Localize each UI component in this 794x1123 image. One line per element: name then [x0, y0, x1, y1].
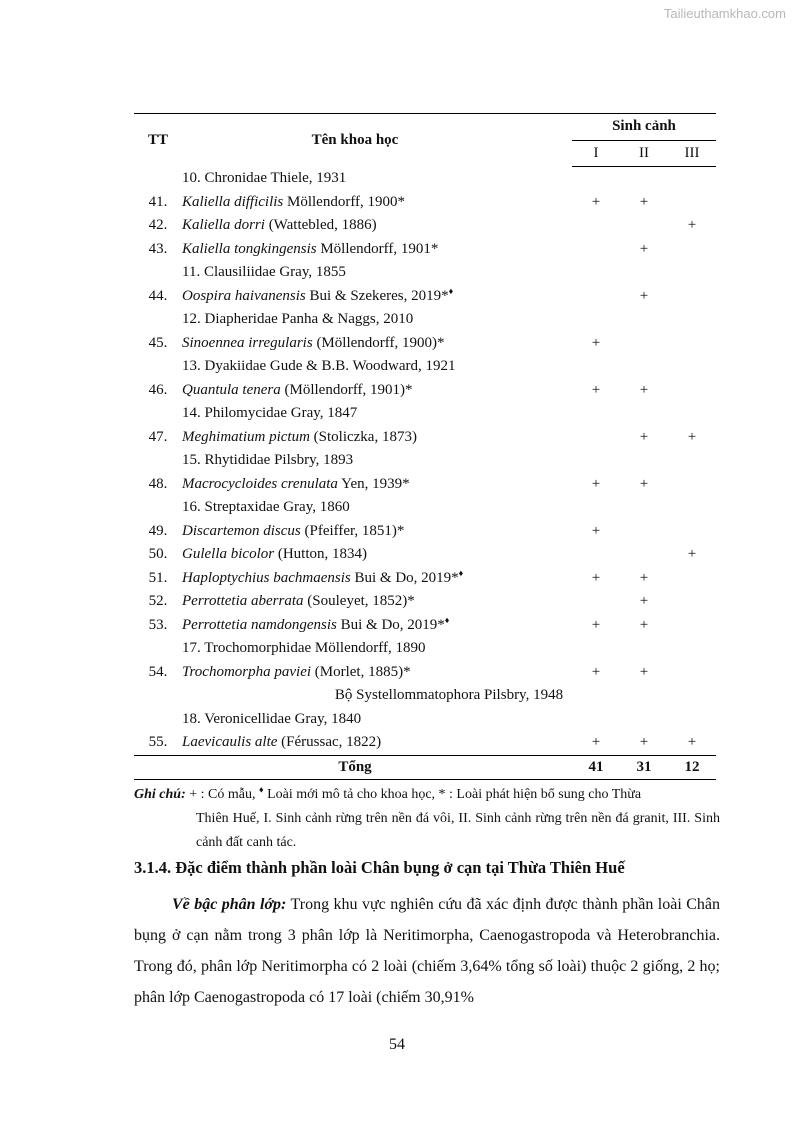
table-row: [134, 426, 716, 450]
species-binomial: Perrottetia aberrata: [182, 593, 304, 609]
species-author: Bui & Szekeres, 2019*: [305, 287, 449, 304]
diamond-icon: ♦: [258, 784, 264, 795]
row-number: 53.: [148, 616, 168, 633]
row-number: 41.: [148, 193, 168, 210]
habitat-col-3: III: [668, 141, 716, 167]
table-row: [134, 590, 716, 614]
species-binomial: Perrottetia namdongensis: [182, 616, 337, 633]
species-author: (Möllendorff, 1901)*: [280, 381, 413, 398]
table-row: [134, 731, 716, 755]
species-binomial: Discartemon discus: [182, 522, 301, 539]
species-name: [182, 379, 572, 403]
species-name: [182, 191, 572, 215]
habitat-mark-3: [668, 379, 716, 403]
note-label: Ghi chú:: [134, 787, 186, 802]
habitat-mark-2: +: [639, 240, 649, 257]
family-row: [134, 308, 716, 332]
family-row: [134, 449, 716, 473]
habitat-mark-1: [572, 590, 620, 614]
column-header-tt: TT: [134, 114, 182, 167]
species-author: (Möllendorff, 1900)*: [312, 334, 445, 351]
habitat-mark-2: +: [639, 475, 649, 492]
table-row: [134, 520, 716, 544]
species-binomial: Sinoennea irregularis: [182, 334, 313, 351]
species-name: [182, 731, 572, 755]
habitat-mark-2: [620, 543, 668, 567]
habitat-mark-1: [572, 426, 620, 450]
page-number: 54: [389, 1036, 405, 1053]
species-binomial: Gulella bicolor: [182, 546, 275, 562]
species-name: [182, 614, 572, 638]
species-author: (Morlet, 1885)*: [311, 663, 411, 680]
table-row: [134, 379, 716, 403]
row-number: 44.: [148, 287, 168, 304]
paragraph-text: Trong khu vực nghiên cứu đã xác định được thành phần loài Chân bụng ở cạn nằm trong 3 phân lớp là Neritimorpha, Caenogastropoda và Heterobranchia. Trong đó, phân lớp Neritimorpha có 2 loài (chiếm 3,64% tổng số loài) thuộc 2 giống, 2 họ; phân lớp Caenogastropoda có 17 loài (chiếm 30,91%: [134, 896, 720, 1006]
species-author: (Pfeiffer, 1851)*: [300, 522, 405, 539]
family-name: 12. Diapheridae Panha & Naggs, 2010: [182, 311, 414, 327]
habitat-mark-3: [668, 661, 716, 685]
species-table: [134, 113, 716, 780]
species-name: [182, 661, 572, 685]
species-name: [182, 567, 572, 591]
habitat-mark-3: [668, 191, 716, 215]
family-row: [134, 708, 716, 732]
family-row: [134, 167, 716, 191]
habitat-mark-2: +: [620, 731, 668, 755]
row-number: 42.: [148, 217, 168, 233]
note-text-1b: Loài mới mô tả cho khoa học, * : Loài phát hiện bổ sung cho Thừa: [263, 787, 642, 802]
habitat-mark-1: [572, 543, 620, 567]
species-author: (Wattebled, 1886): [264, 217, 377, 233]
habitat-mark-3: +: [687, 546, 697, 562]
species-binomial: Oospira haivanensis: [182, 287, 306, 304]
habitat-mark-1: +: [591, 616, 601, 633]
habitat-mark-1: +: [591, 522, 601, 539]
habitat-mark-2: +: [639, 381, 649, 398]
table-row: [134, 473, 716, 497]
table-row: [134, 567, 716, 591]
row-number: 50.: [148, 546, 168, 562]
family-name: 11. Clausiliidae Gray, 1855: [182, 264, 346, 280]
habitat-mark-2: +: [639, 287, 649, 304]
habitat-mark-1: +: [591, 334, 601, 351]
row-number: 51.: [148, 569, 168, 586]
habitat-mark-2: +: [639, 593, 649, 609]
total-value-3: 12: [668, 755, 716, 780]
habitat-mark-1: +: [591, 193, 601, 210]
section-title: 3.1.4. Đặc điểm thành phần loài Chân bụng ở cạn tại Thừa Thiên Huế: [134, 858, 625, 877]
habitat-mark-3: [668, 567, 716, 591]
habitat-mark-3: [668, 614, 716, 638]
habitat-mark-1: +: [572, 731, 620, 755]
column-header-name: Tên khoa học: [182, 114, 572, 167]
species-binomial: Macrocycloides crenulata: [182, 475, 338, 492]
row-number: 55.: [134, 731, 182, 755]
habitat-mark-3: [668, 285, 716, 309]
species-author: Bui & Do, 2019*: [336, 616, 445, 633]
species-author: Yen, 1939*: [337, 475, 410, 492]
habitat-mark-1: [572, 238, 620, 262]
row-number: 47.: [148, 428, 168, 445]
table-row: [134, 191, 716, 215]
habitat-mark-2: [620, 520, 668, 544]
row-number: 52.: [148, 593, 168, 609]
family-name: 14. Philomycidae Gray, 1847: [182, 405, 358, 421]
table-row: [134, 214, 716, 238]
row-number: 49.: [148, 522, 168, 539]
family-row: [134, 261, 716, 285]
habitat-mark-2: +: [639, 616, 649, 633]
habitat-mark-1: +: [591, 475, 601, 492]
total-row: [134, 755, 716, 780]
species-binomial: Trochomorpha paviei: [182, 663, 312, 680]
note-text-2: Thiên Huế, I. Sinh cảnh rừng trên nền đá vôi, II. Sinh cảnh rừng trên nền đá granit, III. Sinh cảnh đất canh tác.: [196, 811, 720, 850]
family-name: 17. Trochomorphidae Möllendorff, 1890: [182, 640, 426, 656]
table-row: [134, 332, 716, 356]
species-author: Bui & Do, 2019*: [350, 569, 459, 586]
species-name: [182, 520, 572, 544]
table-row: [134, 238, 716, 262]
habitat-mark-3: [668, 332, 716, 356]
row-number: 48.: [148, 475, 168, 492]
family-row: [134, 355, 716, 379]
species-binomial: Kaliella difficilis: [182, 193, 284, 210]
species-author: (Stoliczka, 1873): [309, 428, 417, 445]
habitat-mark-1: [572, 214, 620, 238]
table-body: [134, 167, 716, 756]
total-value-2: 31: [620, 755, 668, 780]
habitat-mark-1: [572, 285, 620, 309]
species-author: (Souleyet, 1852)*: [303, 593, 415, 609]
habitat-mark-3: [668, 590, 716, 614]
species-author: (Férussac, 1822): [277, 734, 382, 750]
species-binomial: Kaliella dorri: [182, 217, 265, 233]
family-name: 10. Chronidae Thiele, 1931: [182, 170, 347, 186]
watermark: Tailieuthamkhao.com: [663, 6, 786, 21]
note-text-1: + : Có mẫu,: [185, 787, 259, 802]
table-note: [134, 783, 720, 855]
species-name: [182, 214, 572, 238]
row-number: 46.: [148, 381, 168, 398]
column-header-habitat: Sinh cảnh: [572, 114, 716, 141]
family-name: 18. Veronicellidae Gray, 1840: [182, 710, 362, 727]
family-row: [134, 496, 716, 520]
species-binomial: Quantula tenera: [182, 381, 281, 398]
habitat-col-1: I: [572, 141, 620, 167]
species-author: (Hutton, 1834): [274, 546, 367, 562]
species-name: [182, 590, 572, 614]
table-row: [134, 285, 716, 309]
species-binomial: Haploptychius bachmaensis: [182, 569, 351, 586]
diamond-icon: ♦: [458, 567, 464, 578]
habitat-mark-2: +: [639, 569, 649, 586]
species-name: [182, 543, 572, 567]
species-name: [182, 332, 572, 356]
diamond-icon: ♦: [448, 285, 454, 296]
habitat-mark-3: [668, 520, 716, 544]
row-number: 54.: [148, 663, 168, 680]
habitat-mark-2: [620, 214, 668, 238]
species-author: Möllendorff, 1901*: [316, 240, 439, 257]
table-row: [134, 614, 716, 638]
habitat-mark-2: +: [639, 663, 649, 680]
habitat-mark-3: [668, 238, 716, 262]
species-name: [182, 473, 572, 497]
family-name: 13. Dyakiidae Gude & B.B. Woodward, 1921: [182, 358, 456, 374]
habitat-mark-1: +: [591, 663, 601, 680]
species-author: Möllendorff, 1900*: [283, 193, 406, 210]
species-binomial: Meghimatium pictum: [182, 428, 310, 445]
species-name: [182, 285, 572, 309]
species-binomial: Kaliella tongkingensis: [182, 240, 317, 257]
family-name: 15. Rhytididae Pilsbry, 1893: [182, 452, 354, 468]
table-row: [134, 543, 716, 567]
habitat-mark-3: +: [687, 428, 697, 445]
habitat-mark-3: [668, 473, 716, 497]
order-row: [134, 684, 716, 708]
habitat-mark-2: [620, 332, 668, 356]
table-row: [134, 661, 716, 685]
habitat-mark-1: +: [591, 381, 601, 398]
paragraph-lead: Về bậc phân lớp:: [172, 896, 287, 913]
total-value-1: 41: [572, 755, 620, 780]
row-number: 43.: [148, 240, 168, 257]
family-name: 16. Streptaxidae Gray, 1860: [182, 499, 350, 515]
family-row: [134, 637, 716, 661]
order-name: Bộ Systellommatophora Pilsbry, 1948: [334, 687, 564, 703]
row-number: 45.: [148, 334, 168, 351]
habitat-mark-3: +: [687, 217, 697, 233]
habitat-mark-1: +: [591, 569, 601, 586]
species-binomial: Laevicaulis alte: [182, 734, 278, 750]
habitat-col-2: II: [620, 141, 668, 167]
species-name: [182, 238, 572, 262]
species-name: [182, 426, 572, 450]
total-label: Tổng: [182, 755, 572, 780]
habitat-mark-2: +: [639, 193, 649, 210]
habitat-mark-2: +: [639, 428, 649, 445]
diamond-icon: ♦: [444, 614, 450, 625]
body-paragraph: [134, 889, 720, 1013]
family-row: [134, 402, 716, 426]
habitat-mark-3: +: [668, 731, 716, 755]
